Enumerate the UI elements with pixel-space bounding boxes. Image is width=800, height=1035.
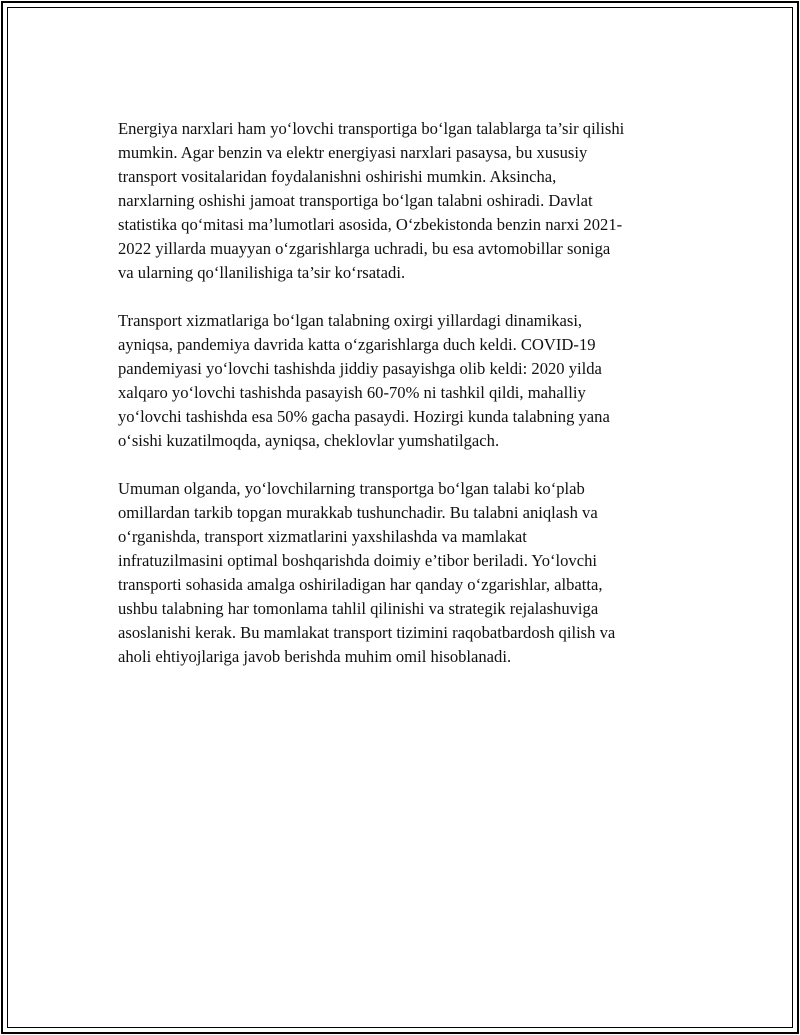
text-line: asoslanishi kerak. Bu mamlakat transport tizimini raqobatbardosh qilish va [118, 623, 616, 642]
text-line: o‘rganishda, transport xizmatlarini yaxshilashda va mamlakat [118, 527, 527, 546]
text-line: xalqaro yo‘lovchi tashishda pasayish 60-70% ni tashkil qildi, mahalliy [118, 383, 586, 402]
text-line: statistika qo‘mitasi ma’lumotlari asosida, O‘zbekistonda benzin narxi 2021- [118, 215, 623, 234]
text-line: o‘sishi kuzatilmoqda, ayniqsa, cheklovlar yumshatilgach. [118, 431, 500, 450]
text-line: Energiya narxlari ham yo‘lovchi transportiga bo‘lgan talablarga ta’sir qilishi [118, 119, 625, 138]
text-line: aholi ehtiyojlariga javob berishda muhim omil hisoblanadi. [118, 647, 512, 666]
paragraph-pandemic-dynamics [118, 309, 688, 453]
text-line: mumkin. Agar benzin va elektr energiyasi narxlari pasaysa, bu xususiy [118, 143, 588, 162]
text-line: Transport xizmatlariga bo‘lgan talabning oxirgi yillardagi dinamikasi, [118, 311, 583, 330]
text-line: omillardan tarkib topgan murakkab tushunchadir. Bu talabni aniqlash va [118, 503, 598, 522]
paragraph-energy-prices [118, 117, 688, 285]
text-line: ushbu talabning har tomonlama tahlil qilinishi va strategik rejalashuviga [118, 599, 599, 618]
text-line: ayniqsa, pandemiya davrida katta o‘zgarishlarga duch keldi. COVID-19 [118, 335, 596, 354]
text-line: narxlarning oshishi jamoat transportiga bo‘lgan talabni oshiradi. Davlat [118, 191, 593, 210]
text-line: transporti sohasida amalga oshiriladigan har qanday o‘zgarishlar, albatta, [118, 575, 603, 594]
text-line: transport vositalaridan foydalanishni oshirishi mumkin. Aksincha, [118, 167, 557, 186]
text-line: infratuzilmasini optimal boshqarishda doimiy e’tibor beriladi. Yo‘lovchi [118, 551, 597, 570]
paragraph-conclusion [118, 477, 688, 669]
document-body [118, 117, 688, 693]
text-line: yo‘lovchi tashishda esa 50% gacha pasaydi. Hozirgi kunda talabning yana [118, 407, 610, 426]
text-line: Umuman olganda, yo‘lovchilarning transportga bo‘lgan talabi ko‘plab [118, 479, 585, 498]
text-line: pandemiyasi yo‘lovchi tashishda jiddiy pasayishga olib keldi: 2020 yilda [118, 359, 602, 378]
text-line: 2022 yillarda muayyan o‘zgarishlarga uchradi, bu esa avtomobillar soniga [118, 239, 611, 258]
text-line: va ularning qo‘llanilishiga ta’sir ko‘rsatadi. [118, 263, 406, 282]
